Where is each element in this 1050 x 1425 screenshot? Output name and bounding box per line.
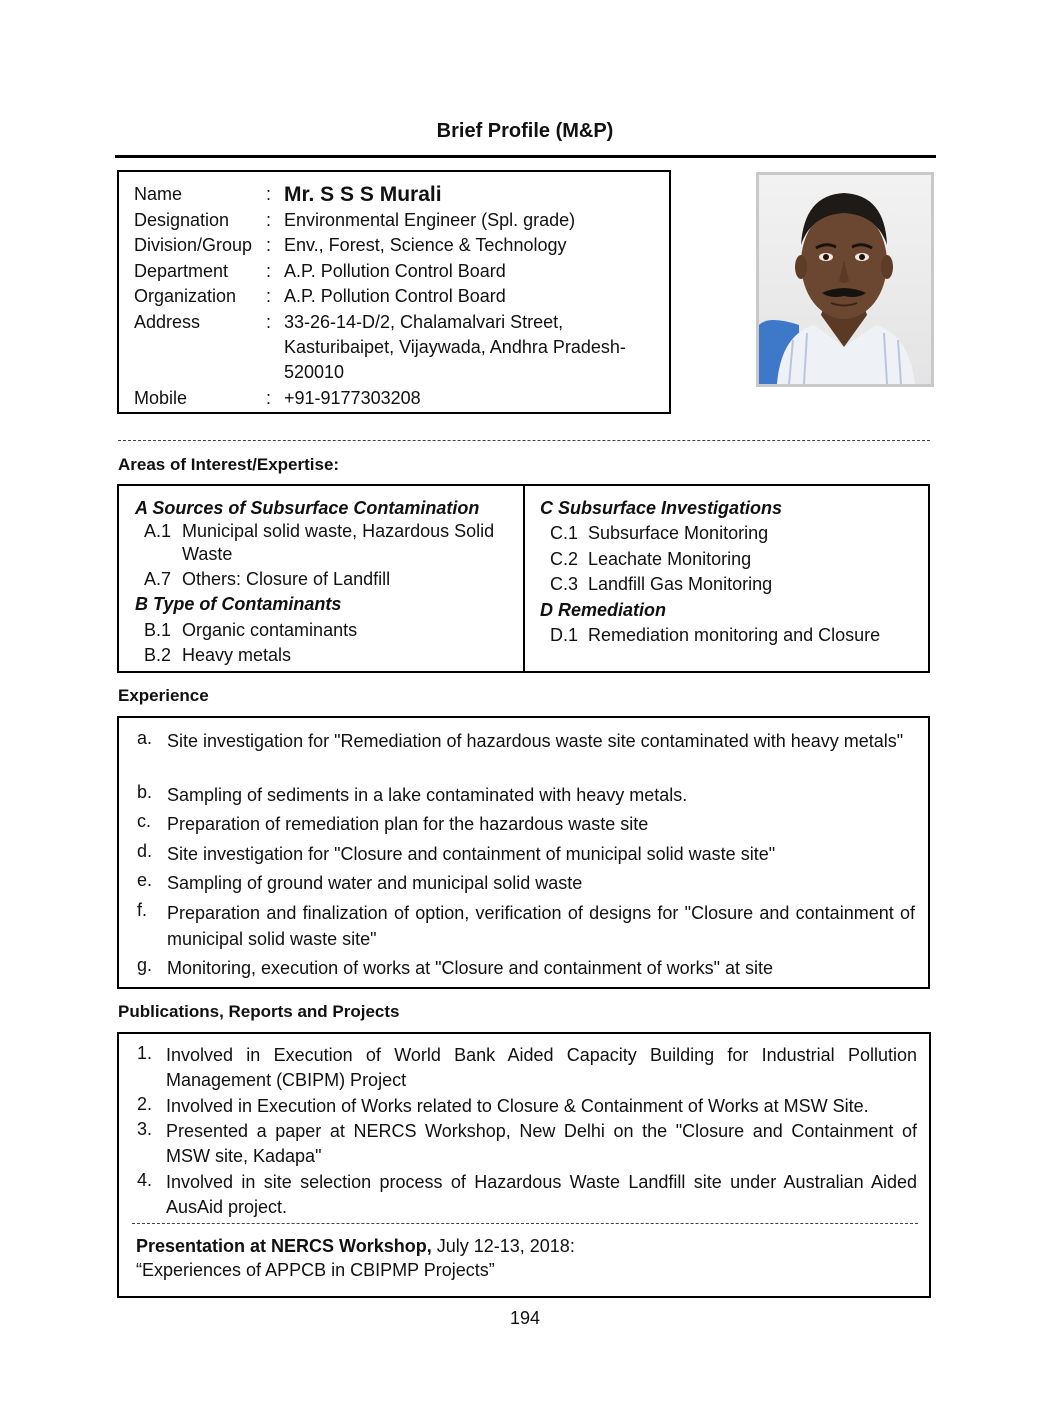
item-marker: 2. xyxy=(137,1094,153,1114)
area-code: B.1 xyxy=(144,620,172,640)
info-value: Env., Forest, Science & Technology xyxy=(284,235,567,255)
presentation-line xyxy=(136,1234,575,1259)
area-code: C.1 xyxy=(550,523,579,543)
list-item xyxy=(137,1043,917,1093)
area-group-b-heading: B Type of Contaminants xyxy=(135,594,342,614)
info-value: Kasturibaipet, Vijaywada, Andhra Pradesh- xyxy=(284,337,626,357)
experience-box xyxy=(117,716,930,989)
item-text: Site investigation for "Remediation of hazardous waste site contaminated with heavy metals" xyxy=(167,731,904,751)
item-marker: 3. xyxy=(137,1119,153,1139)
item-marker: e. xyxy=(137,870,153,890)
area-code: B.2 xyxy=(144,645,172,665)
area-item-a1 xyxy=(144,519,514,544)
list-item xyxy=(137,870,915,896)
item-text: Involved in site selection process of Hazardous Waste Landfill site under Australian Aided AusAid project. xyxy=(166,1172,917,1217)
presentation-title: “Experiences of APPCB in CBIPMP Projects” xyxy=(136,1260,495,1280)
list-item xyxy=(137,955,915,981)
area-text: Remediation monitoring and Closure xyxy=(588,625,881,645)
info-colon: : xyxy=(266,286,272,306)
item-text: Monitoring, execution of works at "Closure and containment of works" at site xyxy=(167,958,774,978)
area-item-b1 xyxy=(144,618,514,643)
area-text: Leachate Monitoring xyxy=(588,549,752,569)
info-value: 33-26-14-D/2, Chalamalvari Street, xyxy=(284,312,564,332)
area-item-d1 xyxy=(550,623,920,648)
item-text: Sampling of sediments in a lake contaminated with heavy metals. xyxy=(167,785,688,805)
area-code: A.1 xyxy=(144,521,172,541)
info-label: Department xyxy=(134,261,229,281)
page-title: Brief Profile (M&P) xyxy=(436,120,614,142)
area-code: C.3 xyxy=(550,574,579,594)
info-colon: : xyxy=(266,312,272,332)
area-item-c2 xyxy=(550,547,920,572)
area-text: Organic contaminants xyxy=(182,620,358,640)
info-colon: : xyxy=(266,184,272,204)
area-group-c-heading: C Subsurface Investigations xyxy=(540,498,783,518)
info-colon: : xyxy=(266,210,272,230)
experience-heading: Experience xyxy=(118,686,209,705)
presentation-date: July 12-13, 2018: xyxy=(431,1236,575,1256)
area-item-b2 xyxy=(144,643,514,668)
list-item xyxy=(137,811,915,837)
info-value: Environmental Engineer (Spl. grade) xyxy=(284,210,576,230)
list-item xyxy=(137,841,915,867)
profile-info-box xyxy=(117,170,671,414)
column-divider xyxy=(523,486,525,671)
info-colon: : xyxy=(266,235,272,255)
area-text: Subsurface Monitoring xyxy=(588,523,769,543)
info-label: Name xyxy=(134,184,183,204)
item-text: Sampling of ground water and municipal solid waste xyxy=(167,873,583,893)
area-group-d-heading: D Remediation xyxy=(540,600,667,620)
item-marker: b. xyxy=(137,782,153,802)
item-marker: f. xyxy=(137,900,148,920)
area-text: Landfill Gas Monitoring xyxy=(588,574,773,594)
item-marker: d. xyxy=(137,841,153,861)
list-item xyxy=(137,1094,917,1119)
info-label: Organization xyxy=(134,286,237,306)
list-item xyxy=(137,728,915,754)
item-marker: 4. xyxy=(137,1170,153,1190)
info-colon: : xyxy=(266,388,272,408)
info-label: Division/Group xyxy=(134,235,253,255)
area-text: Others: Closure of Landfill xyxy=(182,569,391,589)
areas-heading: Areas of Interest/Expertise: xyxy=(118,455,340,474)
list-item xyxy=(137,900,915,952)
area-text: Waste xyxy=(182,544,233,564)
area-group-a-heading: A Sources of Subsurface Contamination xyxy=(135,498,480,518)
info-value: A.P. Pollution Control Board xyxy=(284,286,506,306)
title-rule xyxy=(115,155,936,158)
info-label: Designation xyxy=(134,210,230,230)
area-item-c3 xyxy=(550,572,920,597)
area-code: C.2 xyxy=(550,549,579,569)
area-code: A.7 xyxy=(144,569,172,589)
info-value: +91-9177303208 xyxy=(284,388,421,408)
area-code: D.1 xyxy=(550,625,579,645)
item-text: Site investigation for "Closure and containment of municipal solid waste site" xyxy=(167,844,776,864)
area-text: Municipal solid waste, Hazardous Solid xyxy=(182,521,495,541)
item-marker: a. xyxy=(137,728,153,748)
info-label: Address xyxy=(134,312,201,332)
area-text: Heavy metals xyxy=(182,645,292,665)
dashed-separator xyxy=(132,1223,918,1224)
presentation-label: Presentation at NERCS Workshop, xyxy=(136,1236,432,1256)
list-item xyxy=(137,782,915,808)
item-text: Preparation and finalization of option, verification of designs for "Closure and containment of municipal solid waste site" xyxy=(167,903,915,949)
item-text: Involved in Execution of World Bank Aided Capacity Building for Industrial Pollution Management (CBIPM) Project xyxy=(166,1045,917,1090)
item-text: Preparation of remediation plan for the hazardous waste site xyxy=(167,814,649,834)
areas-box xyxy=(117,484,930,673)
info-colon: : xyxy=(266,261,272,281)
item-text: Involved in Execution of Works related to Closure & Containment of Works at MSW Site. xyxy=(166,1096,869,1116)
publications-box xyxy=(117,1032,931,1298)
area-item-a7 xyxy=(144,567,514,592)
area-item-c1 xyxy=(550,521,920,546)
dashed-separator xyxy=(118,440,930,441)
info-value: 520010 xyxy=(284,362,345,382)
info-value: A.P. Pollution Control Board xyxy=(284,261,506,281)
item-marker: 1. xyxy=(137,1043,153,1063)
item-marker: g. xyxy=(137,955,153,975)
item-text: Presented a paper at NERCS Workshop, New Delhi on the "Closure and Containment of MSW site, Kadapa" xyxy=(166,1121,917,1166)
portrait-photo xyxy=(756,172,934,387)
portrait-image xyxy=(759,175,931,384)
publications-heading: Publications, Reports and Projects xyxy=(118,1002,400,1021)
item-marker: c. xyxy=(137,811,152,831)
list-item xyxy=(137,1170,917,1220)
list-item xyxy=(137,1119,917,1169)
page-number: 194 xyxy=(509,1308,541,1328)
profile-name: Mr. S S S Murali xyxy=(284,183,442,206)
info-label: Mobile xyxy=(134,388,188,408)
